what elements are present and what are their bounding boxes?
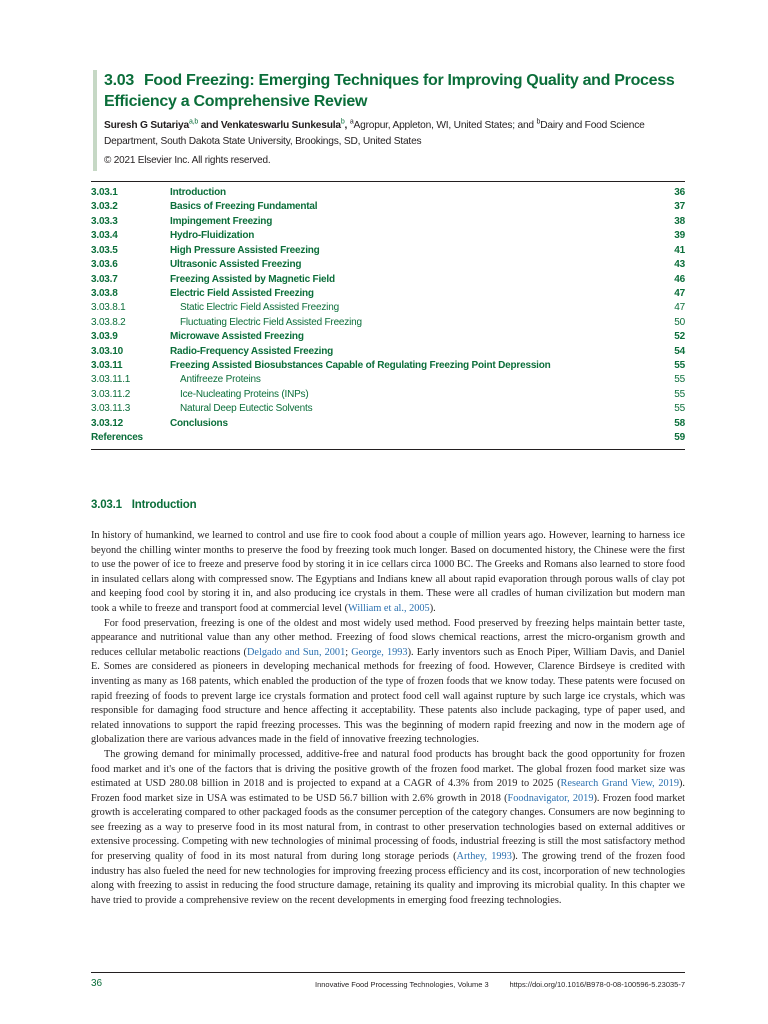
toc-entry-page: 55 [674, 374, 685, 386]
toc-entry-page: 50 [674, 316, 685, 328]
toc-entry-page: 58 [674, 417, 685, 429]
toc-entry[interactable] [91, 330, 685, 344]
toc-entry[interactable] [91, 229, 685, 243]
toc-entry[interactable] [91, 431, 685, 445]
chapter-title-text: Food Freezing: Emerging Techniques for Improving Quality and Process Efficiency a Comprehensive Review [104, 72, 675, 110]
toc-entry[interactable] [91, 258, 685, 272]
toc-entry-title: Freezing Assisted by Magnetic Field [170, 273, 335, 285]
section-heading [91, 499, 196, 511]
author-conjunction: and [198, 120, 221, 131]
toc-entry-page: 59 [674, 432, 685, 444]
toc-entry-title: Freezing Assisted Biosubstances Capable of Regulating Freezing Point Depression [170, 360, 551, 372]
paragraph: For food preservation, freezing is one of the oldest and most widely used method. Food preserved by freezing helps maintain better taste, appearance and nutritional value than any other method. Freezing of food slows chemical reactions, arrest the micro-organism growth and reduces cellular metabolic reactions (Delgado and Sun, 2001; George, 1993). Early inventors such as Enoch Piper, William Davis, and Daniel E. Somes are considered as pioneers in developing mechanical methods for freezing of food. However, Clarence Birdseye is credited with inventing as many as 168 patents, which enabled the production of the type of frozen foods that we know today. These patents were focused on rapid freezing of foods to prevent large ice crystals formation and protect food cell wall against rupture by such large ice crystals, which was responsible for damaging food structure and hence affecting it acceptability. These patents also include packaging, type of paper used, and related innovations to support the rapid freezing processes. This was the beginning of modern rapid freezing and now in the modern age of globalization there are various advances made in the field of innovative freezing technologies. [91, 617, 686, 746]
toc-entry-number: 3.03.7 [91, 273, 118, 285]
citation-link[interactable]: William et al., 2005 [348, 602, 430, 614]
footer-page-number: 36 [91, 978, 103, 989]
toc-entry-number: 3.03.10 [91, 345, 123, 357]
toc-entry-page: 36 [674, 187, 685, 198]
toc-entry[interactable] [91, 301, 685, 315]
toc-entry-number: References [91, 432, 143, 444]
toc-entry-title: Fluctuating Electric Field Assisted Freezing [180, 316, 362, 328]
toc-entry-title: Impingement Freezing [170, 215, 273, 227]
toc-entry-page: 39 [674, 230, 685, 242]
toc-entry[interactable] [91, 402, 685, 416]
toc-entry[interactable] [91, 273, 685, 287]
toc-entry-page: 46 [674, 273, 685, 285]
toc-entry-page: 47 [674, 287, 685, 299]
toc-entry-page: 37 [674, 201, 685, 213]
toc-entry-number: 3.03.8 [91, 287, 118, 299]
toc-entry-page: 47 [674, 302, 685, 314]
toc-entry[interactable] [91, 417, 685, 431]
toc-entry-number: 3.03.6 [91, 259, 118, 271]
toc-entry-title: Ice-Nucleating Proteins (INPs) [180, 388, 309, 400]
toc-entry-title: Microwave Assisted Freezing [170, 331, 304, 343]
toc-entry-number: 3.03.2 [91, 201, 118, 213]
footer-divider [91, 972, 685, 973]
toc-entry-number: 3.03.5 [91, 244, 118, 256]
toc-entry[interactable] [91, 215, 685, 229]
citation-link[interactable]: Delgado and Sun, 2001 [246, 646, 346, 658]
toc-entry-title: High Pressure Assisted Freezing [170, 244, 320, 256]
toc-entry-title: Electric Field Assisted Freezing [170, 287, 314, 299]
toc-entry[interactable] [91, 244, 685, 258]
footer-doi-link[interactable]: https://doi.org/10.1016/B978-0-08-100596-5.23035-7 [509, 980, 685, 989]
toc-entry-number: 3.03.8.1 [91, 302, 126, 314]
toc-entry-number: 3.03.11.1 [91, 374, 131, 386]
toc-entry-page: 52 [674, 331, 685, 343]
paragraph: In history of humankind, we learned to control and use fire to cook food about a couple of million years ago. However, learning to harness ice beyond the chilling winter months to preserve the food by freezing took much longer. Based on documented history, the Chinese were the first to use the power of ice to freeze and preserve food by storing it in ice cellars circa 1000 BC. The Greeks and Romans also learned to store food in insulated cellars along with compressed snow. The Egyptians and Indians knew all about rapid evaporation through porous walls of clay pot and keeping food cool by storing it in, and also producing ice crystals in them. These were all cradles of human civilization but modern man took a while to freeze and transport food at commercial level (William et al., 2005). [91, 530, 685, 614]
toc-entry[interactable] [91, 287, 685, 301]
chapter-number: 3.03 [104, 72, 134, 89]
paragraph: The growing demand for minimally processed, additive-free and natural food products has brought back the good opportunity for frozen food market and it's one of the factors that is driving the positive growth of the frozen food market. The global frozen food market size was estimated at USD 280.08 billion in 2018 and is projected to expand at a CAGR of 4.3% from 2019 to 2025 (Research Grand View, 2019). Frozen food market size in USA was estimated to be USD 56.7 billion with 2.6% growth in 2018 (Foodnavigator, 2019). Frozen food market growth is accelerating compared to other packaged foods as the consumer perception of the category changes. Consumers are now beginning to see freezing as a way to preserve food in its most natural from, in contrast to other preservation technologies based on external additives or extensive processing. Competing with new technologies of minimal processing of foods, industrial freezing is still the most satisfactory method for preserving quality of food in its most natural from during long storage periods (Arthey, 1993). The growing trend of the frozen food industry has also fueled the need for new technologies for improving freezing process efficiency and its cost, incorporation of new technologies along with freezing to assist in reducing the food structure damage, retaining its quality and improving its microbial quality. In this chapter we have tried to provide a comprehensive review on the recent developments in emerging food freezing technologies. [91, 748, 685, 906]
toc-entry-title: Static Electric Field Assisted Freezing [180, 302, 339, 314]
toc-entry-number: 3.03.1 [91, 187, 118, 198]
citation-link[interactable]: Arthey, 1993 [456, 851, 512, 863]
copyright-notice: © 2021 Elsevier Inc. All rights reserved. [104, 155, 271, 166]
toc-entry-number: 3.03.9 [91, 331, 118, 343]
toc-entry[interactable] [91, 388, 685, 402]
toc-entry-title: Basics of Freezing Fundamental [170, 201, 318, 213]
toc-entry-number: 3.03.11 [91, 360, 123, 372]
toc-entry[interactable] [91, 345, 685, 359]
author-affiliation-marker[interactable]: a,b [188, 118, 199, 126]
author-affiliation-marker[interactable]: b [340, 118, 345, 126]
toc-entry-page: 38 [674, 215, 685, 227]
citation-link[interactable]: Foodnavigator, 2019 [507, 792, 594, 804]
affiliation-marker: b [536, 118, 541, 126]
table-of-contents [91, 181, 685, 450]
citation-link[interactable]: Research Grand View, 2019 [560, 778, 679, 790]
toc-entry-number: 3.03.12 [91, 417, 123, 429]
toc-entry[interactable] [91, 359, 685, 373]
author-block: Suresh G Sutariya$^{a,b}$ and Venkateswarlu Sunkesula$^b$, $^a$Agropur, Appleton, WI, United States; and $^b$Dairy and Food Science Department, South Dakota State University, Brookings, SD, United States [104, 118, 645, 147]
toc-entry[interactable] [91, 186, 685, 200]
toc-entry-title: Antifreeze Proteins [180, 374, 261, 386]
author-name: Venkateswarlu Sunkesula [220, 120, 341, 131]
toc-entry-title: Hydro-Fluidization [170, 230, 255, 242]
toc-entry-title: Radio-Frequency Assisted Freezing [170, 345, 334, 357]
toc-entry-page: 55 [674, 360, 685, 372]
section-title: Introduction [131, 499, 197, 511]
toc-entry-number: 3.03.11.3 [91, 403, 131, 415]
toc-entry-page: 55 [674, 403, 685, 415]
body-text [91, 529, 685, 908]
chapter-header-bar [93, 70, 97, 171]
toc-entry-page: 43 [674, 259, 685, 271]
toc-entry-number: 3.03.8.2 [91, 316, 126, 328]
toc-entry-title: Ultrasonic Assisted Freezing [170, 259, 302, 271]
affiliation-text: Dairy and Food Science Department, South Dakota State University, Brookings, SD, United States [104, 120, 645, 147]
toc-entry-page: 55 [674, 388, 685, 400]
toc-entry-page: 54 [674, 345, 685, 357]
toc-entry[interactable] [91, 200, 685, 214]
citation-link[interactable]: George, 1993 [351, 646, 408, 658]
toc-entry[interactable] [91, 373, 685, 387]
toc-entry-number: 3.03.4 [91, 230, 118, 242]
toc-entry-title: Introduction [170, 187, 226, 198]
affiliation-text: Agropur, Appleton, WI, United States; and [353, 120, 537, 131]
toc-entry-number: 3.03.3 [91, 215, 118, 227]
affiliation-marker: a [349, 118, 354, 126]
section-number: 3.03.1 [91, 499, 122, 511]
author-name: Suresh G Sutariya [104, 120, 189, 131]
toc-entry-title: Natural Deep Eutectic Solvents [180, 403, 313, 415]
footer-book-title: Innovative Food Processing Technologies, Volume 3 [315, 980, 489, 989]
toc-entry-title: Conclusions [170, 417, 228, 429]
toc-entry-page: 41 [674, 244, 685, 256]
chapter-title [104, 70, 694, 112]
toc-entry[interactable] [91, 316, 685, 330]
toc-entry-number: 3.03.11.2 [91, 388, 131, 400]
